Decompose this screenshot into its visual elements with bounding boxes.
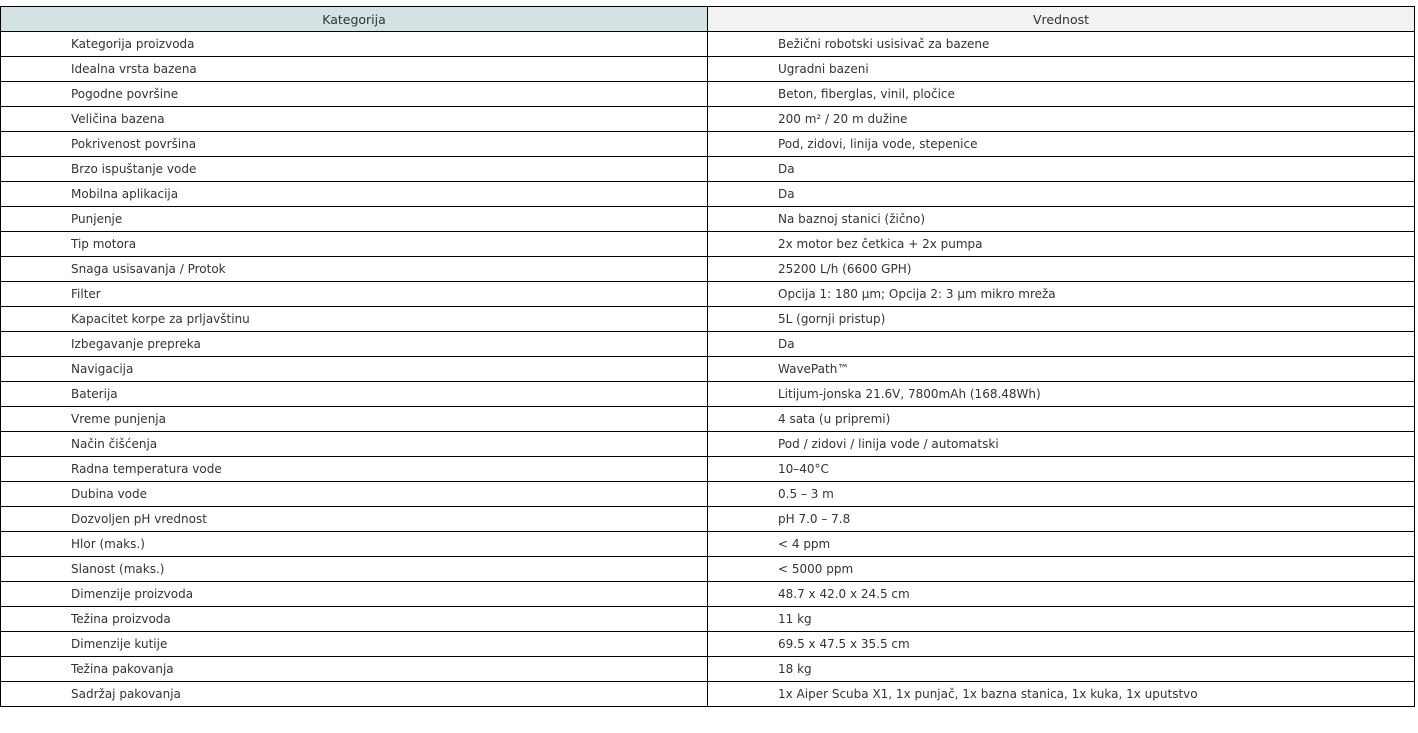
table-row	[1, 282, 1415, 307]
table-row	[1, 532, 1415, 557]
cell-category: Kapacitet korpe za prljavštinu	[1, 307, 708, 332]
table-body	[1, 32, 1415, 707]
cell-value: 11 kg	[708, 607, 1415, 632]
table-row	[1, 607, 1415, 632]
cell-category: Baterija	[1, 382, 708, 407]
cell-category: Tip motora	[1, 232, 708, 257]
table-row	[1, 557, 1415, 582]
cell-category: Hlor (maks.)	[1, 532, 708, 557]
table-row	[1, 182, 1415, 207]
cell-category: Težina pakovanja	[1, 657, 708, 682]
header-category: Kategorija	[1, 7, 708, 32]
cell-category: Snaga usisavanja / Protok	[1, 257, 708, 282]
cell-value: 48.7 x 42.0 x 24.5 cm	[708, 582, 1415, 607]
header-value: Vrednost	[708, 7, 1415, 32]
cell-value: WavePath™	[708, 357, 1415, 382]
cell-value: < 5000 ppm	[708, 557, 1415, 582]
table-row	[1, 332, 1415, 357]
table-row	[1, 432, 1415, 457]
cell-value: 5L (gornji pristup)	[708, 307, 1415, 332]
cell-category: Dimenzije proizvoda	[1, 582, 708, 607]
cell-value: 1x Aiper Scuba X1, 1x punjač, 1x bazna stanica, 1x kuka, 1x uputstvo	[708, 682, 1415, 707]
table-row	[1, 482, 1415, 507]
cell-category: Dubina vode	[1, 482, 708, 507]
cell-category: Težina proizvoda	[1, 607, 708, 632]
cell-category: Veličina bazena	[1, 107, 708, 132]
cell-category: Dimenzije kutije	[1, 632, 708, 657]
table-header	[1, 7, 1415, 32]
cell-category: Dozvoljen pH vrednost	[1, 507, 708, 532]
cell-value: Beton, fiberglas, vinil, pločice	[708, 82, 1415, 107]
cell-category: Slanost (maks.)	[1, 557, 708, 582]
cell-value: Na baznoj stanici (žično)	[708, 207, 1415, 232]
cell-value: Da	[708, 157, 1415, 182]
cell-category: Izbegavanje prepreka	[1, 332, 708, 357]
table-row	[1, 232, 1415, 257]
table-row	[1, 407, 1415, 432]
table-row	[1, 107, 1415, 132]
cell-category: Način čišćenja	[1, 432, 708, 457]
table-row	[1, 657, 1415, 682]
table-row	[1, 207, 1415, 232]
cell-category: Mobilna aplikacija	[1, 182, 708, 207]
cell-value: 0.5 – 3 m	[708, 482, 1415, 507]
table-row	[1, 157, 1415, 182]
cell-category: Sadržaj pakovanja	[1, 682, 708, 707]
table-row	[1, 507, 1415, 532]
table-row	[1, 132, 1415, 157]
cell-value: 2x motor bez četkica + 2x pumpa	[708, 232, 1415, 257]
cell-value: Litijum-jonska 21.6V, 7800mAh (168.48Wh)	[708, 382, 1415, 407]
cell-value: Pod, zidovi, linija vode, stepenice	[708, 132, 1415, 157]
cell-category: Punjenje	[1, 207, 708, 232]
table-row	[1, 457, 1415, 482]
table-row	[1, 632, 1415, 657]
cell-value: Bežični robotski usisivač za bazene	[708, 32, 1415, 57]
cell-value: Ugradni bazeni	[708, 57, 1415, 82]
cell-value: 69.5 x 47.5 x 35.5 cm	[708, 632, 1415, 657]
cell-value: 4 sata (u pripremi)	[708, 407, 1415, 432]
cell-category: Brzo ispuštanje vode	[1, 157, 708, 182]
cell-category: Pogodne površine	[1, 82, 708, 107]
cell-value: 10–40°C	[708, 457, 1415, 482]
cell-category: Navigacija	[1, 357, 708, 382]
table-row	[1, 682, 1415, 707]
table-row	[1, 582, 1415, 607]
cell-value: Da	[708, 182, 1415, 207]
cell-value: Opcija 1: 180 µm; Opcija 2: 3 µm mikro mreža	[708, 282, 1415, 307]
header-row	[1, 7, 1415, 32]
cell-category: Vreme punjenja	[1, 407, 708, 432]
table-row	[1, 357, 1415, 382]
table-row	[1, 382, 1415, 407]
cell-category: Idealna vrsta bazena	[1, 57, 708, 82]
table-row	[1, 307, 1415, 332]
table-row	[1, 32, 1415, 57]
cell-value: < 4 ppm	[708, 532, 1415, 557]
cell-value: Da	[708, 332, 1415, 357]
cell-value: pH 7.0 – 7.8	[708, 507, 1415, 532]
table-row	[1, 257, 1415, 282]
cell-value: 200 m² / 20 m dužine	[708, 107, 1415, 132]
table-row	[1, 57, 1415, 82]
cell-value: Pod / zidovi / linija vode / automatski	[708, 432, 1415, 457]
cell-category: Kategorija proizvoda	[1, 32, 708, 57]
cell-category: Radna temperatura vode	[1, 457, 708, 482]
spec-table	[0, 6, 1415, 707]
cell-value: 18 kg	[708, 657, 1415, 682]
cell-value: 25200 L/h (6600 GPH)	[708, 257, 1415, 282]
cell-category: Pokrivenost površina	[1, 132, 708, 157]
cell-category: Filter	[1, 282, 708, 307]
table-row	[1, 82, 1415, 107]
